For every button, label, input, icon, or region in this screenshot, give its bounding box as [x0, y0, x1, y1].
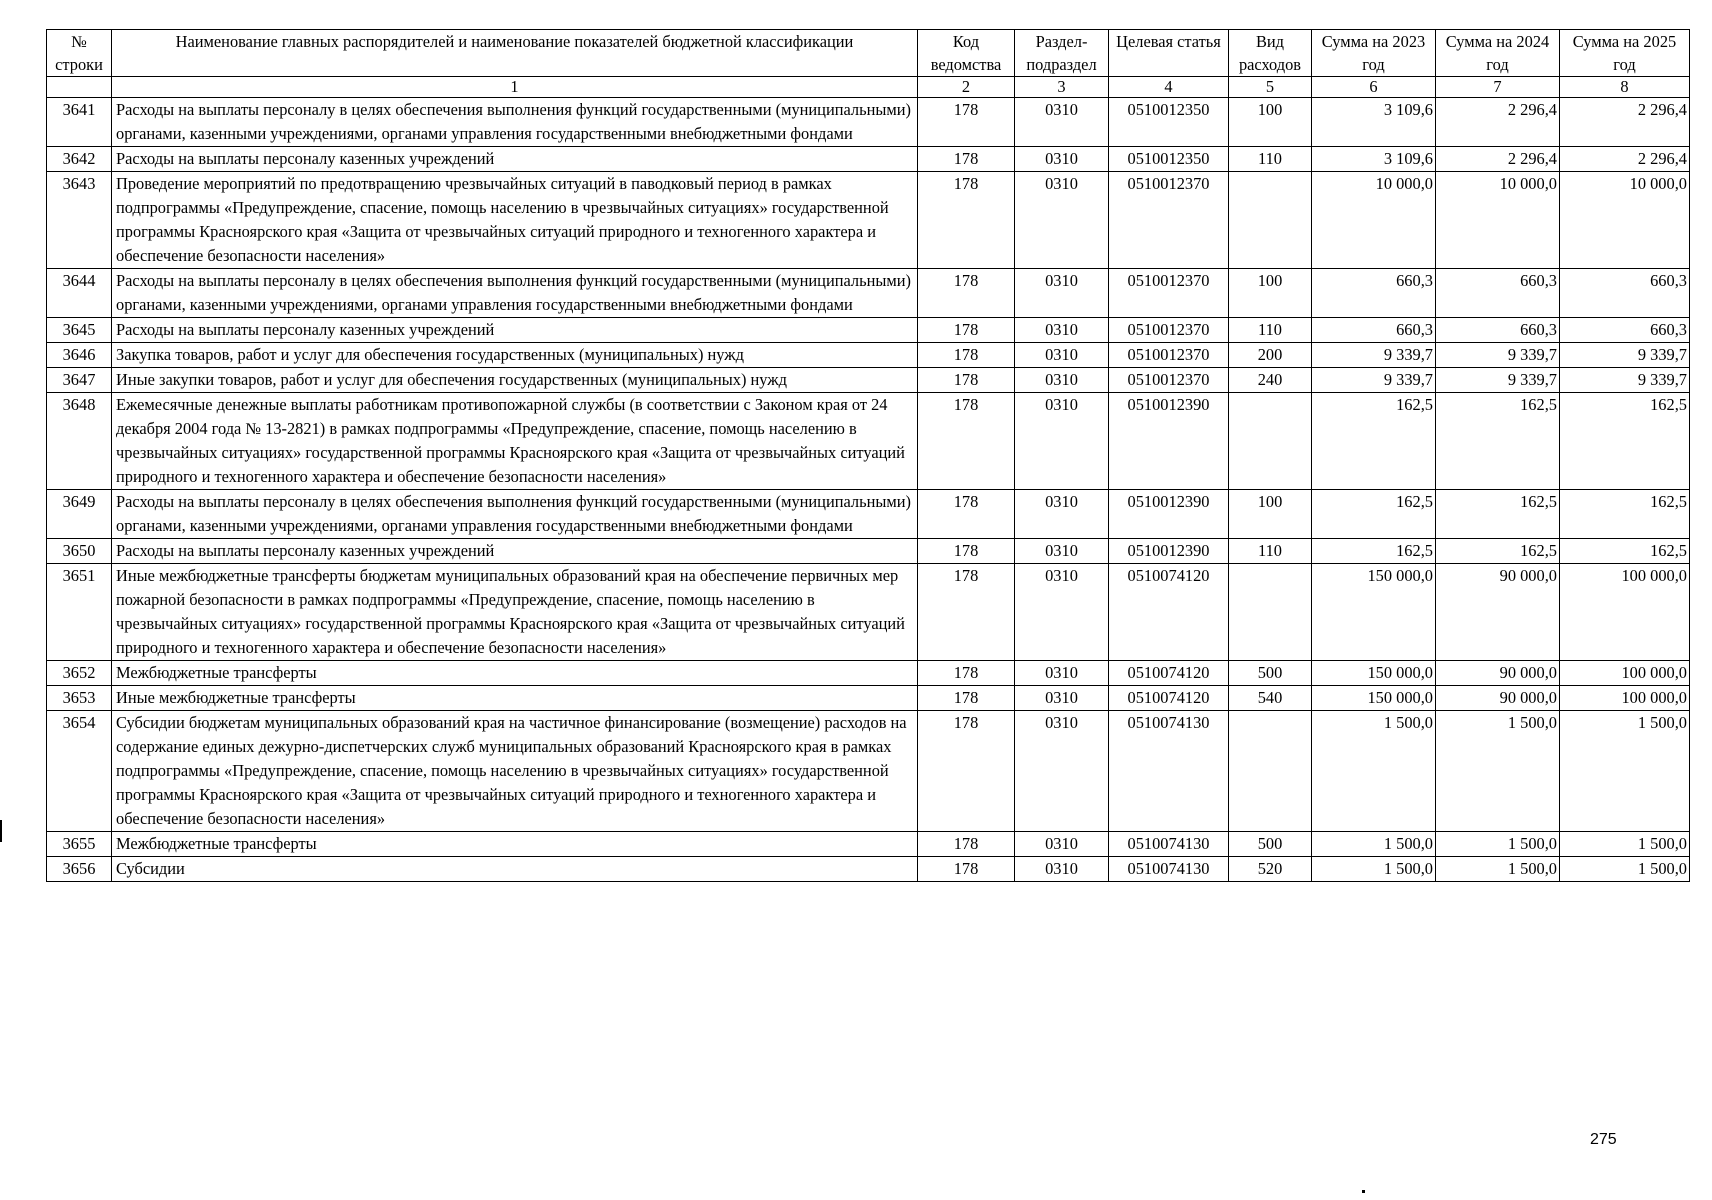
row-sum-2025: 162,5: [1560, 539, 1690, 564]
row-name: Расходы на выплаты персоналу казенных учреждений: [112, 318, 918, 343]
row-razdel: 0310: [1015, 564, 1109, 661]
row-vid: 540: [1229, 686, 1312, 711]
row-sum-2024: 1 500,0: [1436, 857, 1560, 882]
row-sum-2023: 9 339,7: [1312, 368, 1436, 393]
row-sum-2023: 150 000,0: [1312, 564, 1436, 661]
table-row: [47, 98, 1690, 147]
row-target: 0510012370: [1109, 343, 1229, 368]
row-name: Проведение мероприятий по предотвращению чрезвычайных ситуаций в паводковый период в рамках подпрограммы «Предупреждение, спасение, помощь населению в чрезвычайных ситуациях» государственной программы Красноярского края «Защита от чрезвычайных ситуаций природного и техногенного характера и обеспечение безопасности населения»: [112, 172, 918, 269]
row-sum-2025: 1 500,0: [1560, 832, 1690, 857]
row-name: Межбюджетные трансферты: [112, 832, 918, 857]
colnum-3: 3: [1015, 77, 1109, 98]
row-number: 3651: [47, 564, 112, 661]
row-razdel: 0310: [1015, 318, 1109, 343]
colnum-1: 1: [112, 77, 918, 98]
row-number: 3650: [47, 539, 112, 564]
header-vid: Вид расходов: [1229, 30, 1312, 77]
row-target: 0510012390: [1109, 539, 1229, 564]
colnum-8: 8: [1560, 77, 1690, 98]
budget-table: [46, 29, 1690, 882]
row-ved: 178: [918, 661, 1015, 686]
row-ved: 178: [918, 686, 1015, 711]
row-target: 0510074130: [1109, 832, 1229, 857]
table-row: [47, 490, 1690, 539]
table-row: [47, 832, 1690, 857]
row-vid: [1229, 564, 1312, 661]
row-name: Иные межбюджетные трансферты: [112, 686, 918, 711]
row-number: 3642: [47, 147, 112, 172]
row-number: 3652: [47, 661, 112, 686]
row-number: 3641: [47, 98, 112, 147]
row-sum-2023: 1 500,0: [1312, 832, 1436, 857]
row-sum-2024: 90 000,0: [1436, 661, 1560, 686]
row-vid: 240: [1229, 368, 1312, 393]
row-name: Закупка товаров, работ и услуг для обеспечения государственных (муниципальных) нужд: [112, 343, 918, 368]
row-vid: 110: [1229, 539, 1312, 564]
colnum-blank: [47, 77, 112, 98]
table-row: [47, 857, 1690, 882]
row-name: Межбюджетные трансферты: [112, 661, 918, 686]
row-name: Ежемесячные денежные выплаты работникам противопожарной службы (в соответствии с Законом края от 24 декабря 2004 года № 13-2821) в рамках подпрограммы «Предупреждение, спасение, помощь населению в чрезвычайных ситуациях» государственной программы Красноярского края «Защита от чрезвычайных ситуаций природного и техногенного характера и обеспечение безопасности населения»: [112, 393, 918, 490]
row-ved: 178: [918, 490, 1015, 539]
row-number: 3656: [47, 857, 112, 882]
row-number: 3645: [47, 318, 112, 343]
row-ved: 178: [918, 393, 1015, 490]
row-ved: 178: [918, 343, 1015, 368]
row-number: 3647: [47, 368, 112, 393]
row-sum-2023: 9 339,7: [1312, 343, 1436, 368]
row-sum-2025: 1 500,0: [1560, 857, 1690, 882]
row-sum-2023: 1 500,0: [1312, 857, 1436, 882]
page-number: 275: [1590, 1131, 1617, 1148]
row-sum-2023: 10 000,0: [1312, 172, 1436, 269]
header-target: Целевая статья: [1109, 30, 1229, 77]
row-sum-2023: 162,5: [1312, 393, 1436, 490]
row-sum-2023: 660,3: [1312, 269, 1436, 318]
row-vid: 200: [1229, 343, 1312, 368]
row-target: 0510074120: [1109, 564, 1229, 661]
row-sum-2025: 2 296,4: [1560, 147, 1690, 172]
row-number: 3655: [47, 832, 112, 857]
row-razdel: 0310: [1015, 490, 1109, 539]
row-name: Субсидии: [112, 857, 918, 882]
header-sum-2025: Сумма на 2025 год: [1560, 30, 1690, 77]
colnum-5: 5: [1229, 77, 1312, 98]
row-sum-2024: 2 296,4: [1436, 147, 1560, 172]
table-row: [47, 539, 1690, 564]
row-target: 0510012390: [1109, 393, 1229, 490]
table-row: [47, 368, 1690, 393]
row-ved: 178: [918, 539, 1015, 564]
row-target: 0510012370: [1109, 368, 1229, 393]
row-vid: [1229, 393, 1312, 490]
row-vid: 500: [1229, 832, 1312, 857]
row-razdel: 0310: [1015, 343, 1109, 368]
table-row: [47, 343, 1690, 368]
row-vid: [1229, 711, 1312, 832]
scan-margin-mark: [0, 820, 2, 842]
row-name: Расходы на выплаты персоналу казенных учреждений: [112, 147, 918, 172]
row-vid: 500: [1229, 661, 1312, 686]
row-sum-2024: 162,5: [1436, 490, 1560, 539]
row-target: 0510012350: [1109, 98, 1229, 147]
row-sum-2023: 3 109,6: [1312, 147, 1436, 172]
row-sum-2024: 90 000,0: [1436, 686, 1560, 711]
row-sum-2025: 9 339,7: [1560, 343, 1690, 368]
colnum-2: 2: [918, 77, 1015, 98]
row-number: 3649: [47, 490, 112, 539]
scan-dot: [1362, 1190, 1365, 1193]
row-sum-2025: 162,5: [1560, 393, 1690, 490]
row-razdel: 0310: [1015, 98, 1109, 147]
row-sum-2023: 150 000,0: [1312, 661, 1436, 686]
row-target: 0510012370: [1109, 318, 1229, 343]
row-number: 3648: [47, 393, 112, 490]
row-target: 0510012370: [1109, 269, 1229, 318]
row-number: 3653: [47, 686, 112, 711]
row-sum-2024: 162,5: [1436, 393, 1560, 490]
row-razdel: 0310: [1015, 393, 1109, 490]
colnum-6: 6: [1312, 77, 1436, 98]
row-sum-2023: 660,3: [1312, 318, 1436, 343]
row-target: 0510074130: [1109, 857, 1229, 882]
row-razdel: 0310: [1015, 147, 1109, 172]
colnum-7: 7: [1436, 77, 1560, 98]
table-row: [47, 711, 1690, 832]
row-target: 0510074120: [1109, 661, 1229, 686]
row-sum-2024: 1 500,0: [1436, 832, 1560, 857]
row-number: 3646: [47, 343, 112, 368]
row-sum-2024: 90 000,0: [1436, 564, 1560, 661]
row-sum-2024: 660,3: [1436, 318, 1560, 343]
row-razdel: 0310: [1015, 686, 1109, 711]
row-name: Иные закупки товаров, работ и услуг для обеспечения государственных (муниципальных) нужд: [112, 368, 918, 393]
row-vid: 100: [1229, 98, 1312, 147]
row-sum-2025: 100 000,0: [1560, 564, 1690, 661]
row-sum-2025: 9 339,7: [1560, 368, 1690, 393]
row-sum-2023: 162,5: [1312, 539, 1436, 564]
header-sum-2023: Сумма на 2023 год: [1312, 30, 1436, 77]
row-sum-2024: 9 339,7: [1436, 368, 1560, 393]
row-ved: 178: [918, 564, 1015, 661]
table-row: [47, 661, 1690, 686]
row-sum-2025: 10 000,0: [1560, 172, 1690, 269]
row-sum-2024: 1 500,0: [1436, 711, 1560, 832]
row-sum-2025: 660,3: [1560, 269, 1690, 318]
row-vid: 110: [1229, 318, 1312, 343]
row-target: 0510012370: [1109, 172, 1229, 269]
row-number: 3643: [47, 172, 112, 269]
row-target: 0510074120: [1109, 686, 1229, 711]
row-sum-2025: 2 296,4: [1560, 98, 1690, 147]
row-vid: 110: [1229, 147, 1312, 172]
row-razdel: 0310: [1015, 368, 1109, 393]
row-sum-2025: 660,3: [1560, 318, 1690, 343]
row-sum-2025: 162,5: [1560, 490, 1690, 539]
row-ved: 178: [918, 269, 1015, 318]
row-razdel: 0310: [1015, 711, 1109, 832]
row-target: 0510074130: [1109, 711, 1229, 832]
row-sum-2025: 100 000,0: [1560, 686, 1690, 711]
table-row: [47, 393, 1690, 490]
row-sum-2025: 1 500,0: [1560, 711, 1690, 832]
row-sum-2024: 9 339,7: [1436, 343, 1560, 368]
row-sum-2024: 660,3: [1436, 269, 1560, 318]
header-ved: Код ведомства: [918, 30, 1015, 77]
row-name: Расходы на выплаты персоналу в целях обеспечения выполнения функций государственными (муниципальными) органами, казенными учреждениями, органами управления государственными внебюджетными фондами: [112, 98, 918, 147]
header-row-no: № строки: [47, 30, 112, 77]
colnum-4: 4: [1109, 77, 1229, 98]
row-number: 3654: [47, 711, 112, 832]
row-razdel: 0310: [1015, 539, 1109, 564]
table-row: [47, 564, 1690, 661]
row-sum-2023: 1 500,0: [1312, 711, 1436, 832]
row-razdel: 0310: [1015, 832, 1109, 857]
row-ved: 178: [918, 368, 1015, 393]
row-name: Субсидии бюджетам муниципальных образований края на частичное финансирование (возмещение) расходов на содержание единых дежурно-диспетчерских служб муниципальных образований Красноярского края в рамках подпрограммы «Предупреждение, спасение, помощь населению в чрезвычайных ситуациях» государственной программы Красноярского края «Защита от чрезвычайных ситуаций природного и техногенного характера и обеспечение безопасности населения»: [112, 711, 918, 832]
row-target: 0510012390: [1109, 490, 1229, 539]
row-vid: 100: [1229, 490, 1312, 539]
row-vid: 100: [1229, 269, 1312, 318]
row-sum-2024: 10 000,0: [1436, 172, 1560, 269]
row-razdel: 0310: [1015, 857, 1109, 882]
row-sum-2025: 100 000,0: [1560, 661, 1690, 686]
header-name: Наименование главных распорядителей и наименование показателей бюджетной классификации: [112, 30, 918, 77]
row-name: Расходы на выплаты персоналу в целях обеспечения выполнения функций государственными (муниципальными) органами, казенными учреждениями, органами управления государственными внебюджетными фондами: [112, 490, 918, 539]
row-name: Расходы на выплаты персоналу в целях обеспечения выполнения функций государственными (муниципальными) органами, казенными учреждениями, органами управления государственными внебюджетными фондами: [112, 269, 918, 318]
row-name: Расходы на выплаты персоналу казенных учреждений: [112, 539, 918, 564]
row-sum-2024: 2 296,4: [1436, 98, 1560, 147]
row-razdel: 0310: [1015, 269, 1109, 318]
row-sum-2023: 3 109,6: [1312, 98, 1436, 147]
row-sum-2023: 150 000,0: [1312, 686, 1436, 711]
row-vid: [1229, 172, 1312, 269]
table-row: [47, 269, 1690, 318]
table-row: [47, 172, 1690, 269]
row-ved: 178: [918, 318, 1015, 343]
row-ved: 178: [918, 98, 1015, 147]
row-sum-2024: 162,5: [1436, 539, 1560, 564]
row-ved: 178: [918, 147, 1015, 172]
row-ved: 178: [918, 832, 1015, 857]
row-ved: 178: [918, 711, 1015, 832]
row-name: Иные межбюджетные трансферты бюджетам муниципальных образований края на обеспечение первичных мер пожарной безопасности в рамках подпрограммы «Предупреждение, спасение, помощь населению в чрезвычайных ситуациях» государственной программы Красноярского края «Защита от чрезвычайных ситуаций природного и техногенного характера и обеспечение безопасности населения»: [112, 564, 918, 661]
row-razdel: 0310: [1015, 661, 1109, 686]
header-sum-2024: Сумма на 2024 год: [1436, 30, 1560, 77]
table-row: [47, 147, 1690, 172]
table-row: [47, 318, 1690, 343]
row-ved: 178: [918, 172, 1015, 269]
row-target: 0510012350: [1109, 147, 1229, 172]
row-ved: 178: [918, 857, 1015, 882]
table-row: [47, 686, 1690, 711]
row-sum-2023: 162,5: [1312, 490, 1436, 539]
row-number: 3644: [47, 269, 112, 318]
row-vid: 520: [1229, 857, 1312, 882]
header-razdel: Раздел-подраздел: [1015, 30, 1109, 77]
row-razdel: 0310: [1015, 172, 1109, 269]
